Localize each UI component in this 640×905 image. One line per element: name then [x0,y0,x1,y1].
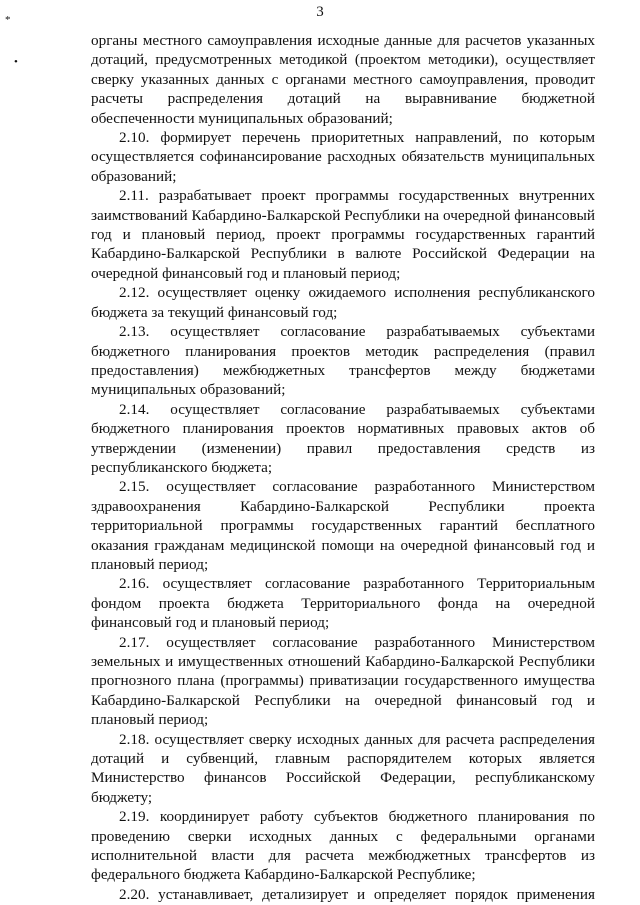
paragraph: 2.11. разрабатывает проект программы государственных внутренних заимствований Кабардино-Балкарской Республики на очередной финансовый год и плановый период, проект программы государственных гарантий Кабардино-Балкарской Республики в валюте Российской Федерации на очередной финансовый год и плановый период; [91,187,595,282]
paragraph: 2.15. осуществляет согласование разработанного Министерством здравоохранения Кабардино-Балкарской Республики проекта территориальной программы государственных гарантий бесплатного оказания гражданам медицинской помощи на очередной финансовый год и плановый период; [91,478,595,573]
paragraph: 2.14. осуществляет согласование разрабатываемых субъектами бюджетного планирования проектов нормативных правовых актов об утверждении (изменении) правил предоставления средств из республиканского бюджета; [91,400,595,476]
document-body [91,31,595,904]
paragraph: 2.19. координирует работу субъектов бюджетного планирования по проведению сверки исходных данных с федеральными органами исполнительной власти для расчета межбюджетных трансфертов из федерального бюджета Кабардино-Балкарской Республике; [91,808,595,884]
paragraph: 2.13. осуществляет согласование разрабатываемых субъектами бюджетного планирования проектов методик распределения (правил предоставления) межбюджетных трансфертов между бюджетами муниципальных образований; [91,323,595,399]
paragraph: 2.20. устанавливает, детализирует и определяет порядок применения [119,885,595,903]
paragraph: 2.18. осуществляет сверку исходных данных для расчета распределения дотаций и субвенций, главным распорядителем которых является Министерство финансов Российской Федерации, республиканскому бюджету; [91,730,595,806]
margin-mark: * [5,14,11,26]
paragraph: 2.17. осуществляет согласование разработанного Министерством земельных и имущественных отношений Кабардино-Балкарской Республики прогнозного плана (программы) приватизации государственного имущества Кабардино-Балкарской Республики на очередной финансовый год и плановый период; [91,633,595,729]
paragraph: 2.16. осуществляет согласование разработанного Территориальным фондом проекта бюджета Территориального фонда на очередной финансовый год и плановый период; [91,575,595,632]
margin-mark: • [14,56,18,68]
paragraph: органы местного самоуправления исходные данные для расчетов указанных дотаций, предусмотренных методикой (проектом методики), осуществляет сверку указанных данных с органами местного самоуправления, проводит расчеты распределения дотаций на выравнивание бюджетной обеспеченности муниципальных образований; [91,32,595,127]
paragraph: 2.12. осуществляет оценку ожидаемого исполнения республиканского бюджета за текущий финансовый год; [91,284,595,321]
paragraph: 2.10. формирует перечень приоритетных направлений, по которым осуществляется софинансирование расходных обязательств муниципальных образований; [91,129,595,185]
page-number: 3 [316,4,324,20]
